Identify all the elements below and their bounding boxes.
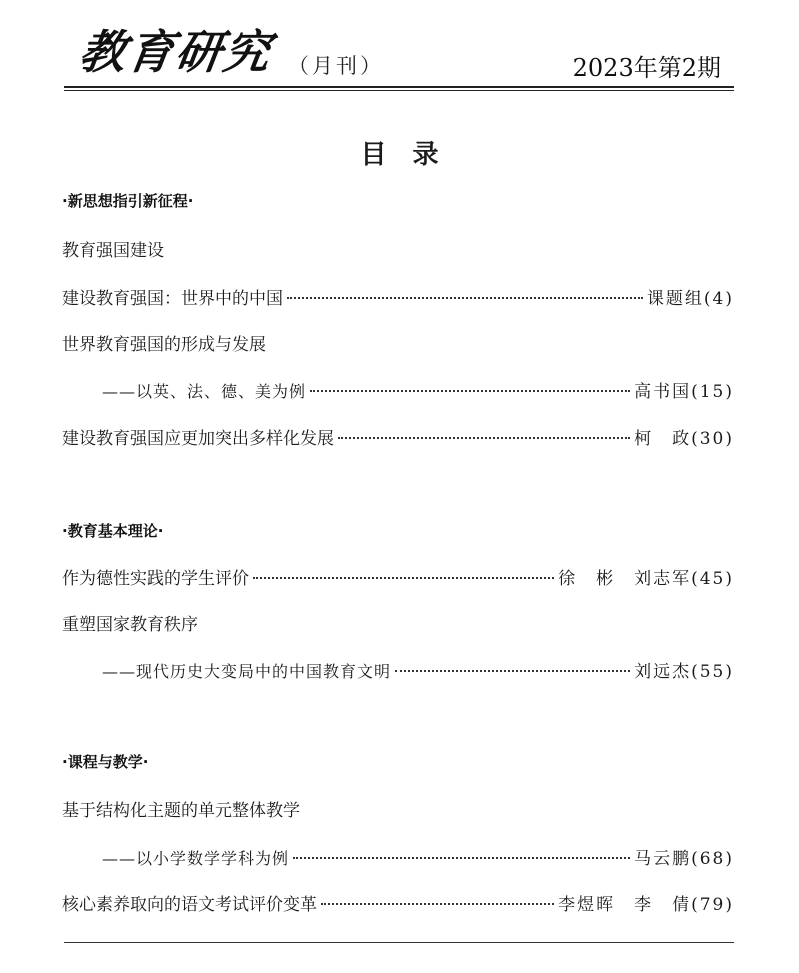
- entry-author-page: 马云鹏(68): [634, 849, 734, 869]
- dot-leader: [310, 390, 630, 392]
- toc-entry-subtitle-line[interactable]: [62, 657, 734, 682]
- entry-title: 建设教育强国应更加突出多样化发展: [62, 429, 334, 449]
- journal-logo: 教育研究: [75, 25, 276, 79]
- toc-entry-subtitle-line[interactable]: [62, 844, 734, 869]
- entry-subtitle: ——现代历史大变局中的中国教育文明: [102, 662, 392, 681]
- header-rule: [64, 86, 734, 88]
- masthead: [0, 0, 799, 100]
- entry-author-page: 李煜晖 李 倩(79): [558, 895, 734, 915]
- entry-subtitle: ——以英、法、德、美为例: [102, 382, 307, 401]
- issue-number: 2023年第2期: [572, 54, 721, 82]
- section-label: ·教育基本理论·: [62, 522, 164, 540]
- toc-title: 目录: [360, 140, 465, 170]
- dot-leader: [395, 670, 630, 672]
- entry-author-page: 刘远杰(55): [634, 662, 734, 682]
- entry-author-page: 徐 彬 刘志军(45): [558, 569, 734, 589]
- header-rule-thin: [64, 90, 734, 91]
- monthly-label: （月刊）: [288, 54, 384, 78]
- entry-title: 世界教育强国的形成与发展: [62, 335, 266, 355]
- toc-entry[interactable]: [62, 284, 734, 309]
- group-title: [62, 236, 734, 261]
- dot-leader: [321, 903, 554, 905]
- entry-author-page: 课题组(4): [646, 289, 734, 309]
- toc-entry[interactable]: [62, 890, 734, 915]
- entry-title: 作为德性实践的学生评价: [62, 569, 249, 589]
- entry-subtitle: ——以小学数学学科为例: [102, 849, 290, 868]
- group-title-text: 教育强国建设: [62, 241, 164, 261]
- toc-entry[interactable]: [62, 424, 734, 449]
- toc-entry[interactable]: [62, 330, 734, 355]
- entry-title: 重塑国家教育秩序: [62, 615, 198, 635]
- section-label: ·课程与教学·: [62, 753, 149, 771]
- toc-entry-subtitle-line[interactable]: [62, 377, 734, 402]
- toc-entry[interactable]: [62, 610, 734, 635]
- entry-title: 建设教育强国：世界中的中国: [62, 289, 283, 309]
- toc-entry[interactable]: [62, 564, 734, 589]
- entry-author-page: 柯 政(30): [634, 429, 734, 449]
- section-label: ·新思想指引新征程·: [62, 192, 194, 210]
- dot-leader: [293, 857, 630, 859]
- dot-leader: [253, 577, 554, 579]
- dot-leader: [287, 297, 643, 299]
- dot-leader: [338, 437, 630, 439]
- entry-author-page: 高书国(15): [634, 382, 734, 402]
- footer-rule: [64, 942, 734, 943]
- toc-entry[interactable]: [62, 796, 734, 821]
- entry-title: 基于结构化主题的单元整体教学: [62, 801, 300, 821]
- entry-title: 核心素养取向的语文考试评价变革: [62, 895, 317, 915]
